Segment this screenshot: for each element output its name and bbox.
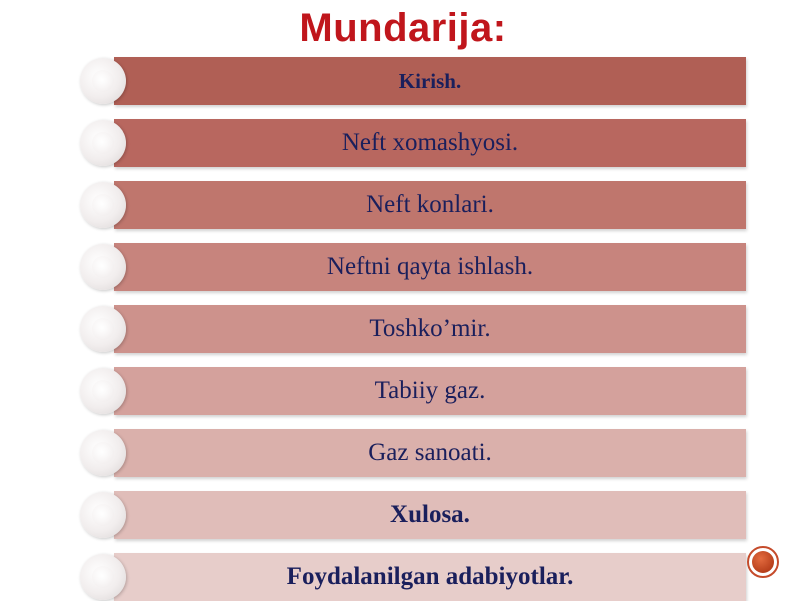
bullet-circle-icon — [80, 58, 126, 104]
toc-item-bar — [114, 429, 746, 477]
toc-item — [80, 491, 746, 539]
toc-item-bar — [114, 553, 746, 601]
toc-item — [80, 553, 746, 601]
toc-item — [80, 429, 746, 477]
toc-item-label: Neftni qayta ishlash. — [326, 253, 534, 280]
toc-item — [80, 367, 746, 415]
bullet-circle-icon — [80, 492, 126, 538]
toc-item-label: Foydalanilgan adabiyotlar. — [286, 563, 574, 590]
bullet-circle-icon — [80, 120, 126, 166]
toc-item-label: Neft konlari. — [366, 191, 494, 218]
toc-item — [80, 305, 746, 353]
toc-item-label: Tabiiy gaz. — [374, 377, 486, 404]
slide-title: Mundarija: — [299, 6, 507, 50]
bullet-circle-icon — [80, 244, 126, 290]
bullet-circle-icon — [80, 368, 126, 414]
toc-item-bar — [114, 119, 746, 167]
toc-item-bar — [114, 181, 746, 229]
toc-item — [80, 119, 746, 167]
toc-item-label: Xulosa. — [390, 501, 470, 528]
toc-item — [80, 181, 746, 229]
bullet-circle-icon — [80, 430, 126, 476]
bullet-circle-icon — [80, 554, 126, 600]
toc-item-bar — [114, 305, 746, 353]
toc-item-bar — [114, 243, 746, 291]
toc-item — [80, 57, 746, 105]
next-slide-button[interactable] — [747, 546, 779, 578]
toc-item-bar — [114, 491, 746, 539]
bullet-circle-icon — [80, 306, 126, 352]
toc-item-label: Neft xomashyosi. — [341, 129, 519, 156]
toc-item-bar — [114, 57, 746, 105]
bullet-circle-icon — [80, 182, 126, 228]
toc-item-label: Gaz sanoati. — [368, 439, 492, 466]
toc-item — [80, 243, 746, 291]
toc-item-label: Kirish. — [398, 68, 462, 93]
toc-item-label: Toshko’mir. — [369, 315, 491, 342]
toc-item-bar — [114, 367, 746, 415]
